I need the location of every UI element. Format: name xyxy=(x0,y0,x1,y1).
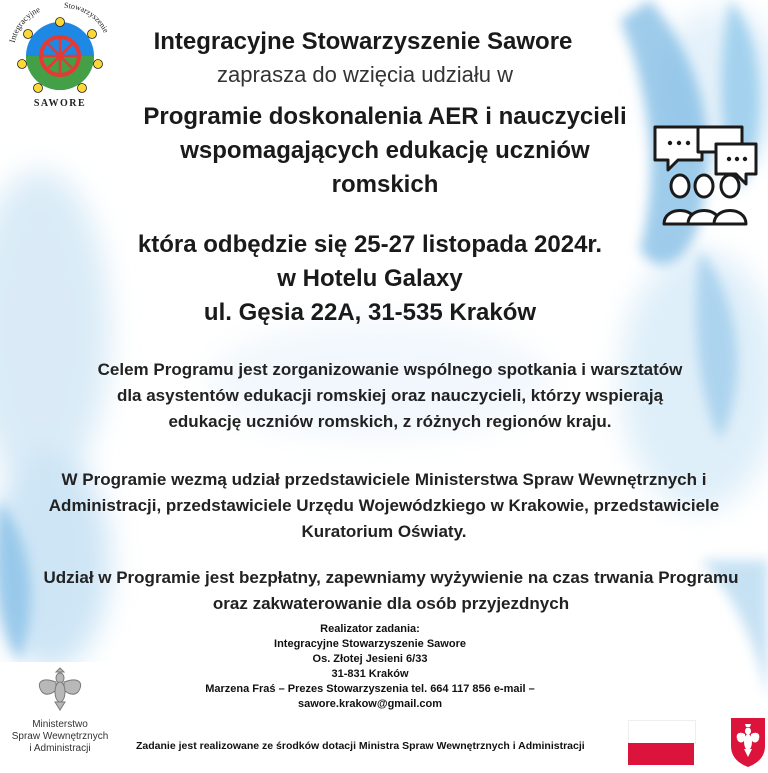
program-participants: W Programie wezmą udział przedstawiciele Ministerstwa Spraw Wewnętrznych i Administracji, przedstawiciele Urzędu Wojewódzkiego w Krakowie, przedstawiciele Kuratorium Oświaty. xyxy=(48,470,720,541)
logo-arc-left: Integracyjne xyxy=(6,4,42,44)
program-free-info: Udział w Programie jest bezpłatny, zapewniamy wyżywienie na czas trwania Programu oraz zakwaterowanie dla osób przyjezdnych xyxy=(43,568,739,613)
org-name: Integracyjne Stowarzyszenie Sawore xyxy=(153,28,573,55)
white-eagle-emblem-icon xyxy=(0,662,120,712)
coat-of-arms-eagle-icon xyxy=(728,716,768,768)
logo-arc-right: Stowarzyszenie xyxy=(63,2,111,35)
sawore-logo-graphic xyxy=(4,2,116,110)
ministry-logo xyxy=(0,662,120,768)
discussion-group-icon xyxy=(650,122,760,227)
flag-red-stripe xyxy=(628,743,694,765)
contact-block: Realizator zadania: Integracyjne Stowarzyszenie Sawore Os. Złotej Jesieni 6/33 31-831 Kraków Marzena Fraś – Prezes Stowarzyszenia tel. 664 117 856 e-mail – sawore.krakow@gmail.com xyxy=(205,623,535,710)
sawore-logo xyxy=(4,2,116,110)
polish-flag xyxy=(626,718,696,768)
program-title: Programie doskonalenia AER i nauczycieli wspomagających edukację uczniów romskich xyxy=(143,103,627,198)
ministry-name: Ministerstwo Spraw Wewnętrznych i Administracji xyxy=(11,719,109,754)
coat-of-arms xyxy=(728,716,768,768)
event-details: która odbędzie się 25-27 listopada 2024r. w Hotelu Galaxy ul. Gęsia 22A, 31-535 Kraków xyxy=(137,231,603,326)
flag-white-stripe xyxy=(628,720,696,744)
logo-bottom-text: SAWORE xyxy=(33,98,87,109)
invite-text: zaprasza do wzięcia udziału w xyxy=(217,62,513,87)
program-goal: Celem Programu jest zorganizowanie wspólnego spotkania i warsztatów dla asystentów edukacji romskiej oraz nauczycieli, którzy wspierają edukację uczniów romskich, z różnych regionów kraju. xyxy=(97,360,683,431)
funding-note: Zadanie jest realizowane ze środków dotacji Ministra Spraw Wewnętrznych i Administracji xyxy=(136,740,585,752)
